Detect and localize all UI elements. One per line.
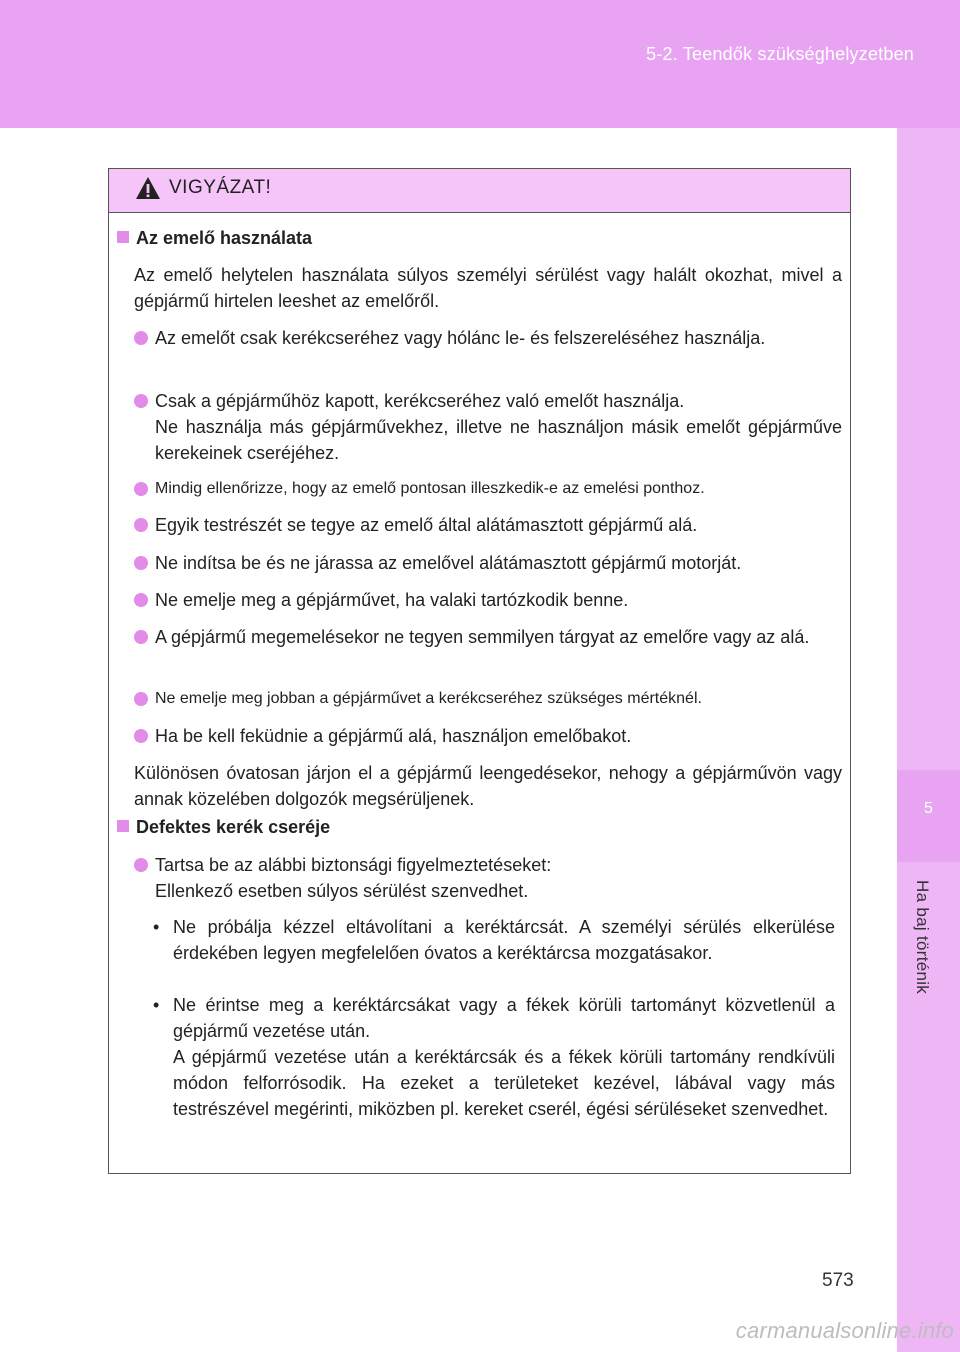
warning-header	[109, 169, 850, 213]
list-item: Az emelőt csak kerékcseréhez vagy hólánc le- és felszereléséhez használja.	[134, 325, 842, 351]
list-item: Csak a gépjárműhöz kapott, kerékcseréhez való emelőt használja.	[134, 388, 842, 414]
list-item: Tartsa be az alábbi biztonsági figyelmeztetéseket:	[134, 852, 842, 878]
section-heading: Defektes kerék cseréje	[117, 817, 330, 838]
warning-title: VIGYÁZAT!	[169, 177, 272, 198]
list-item-continuation: Ellenkező esetben súlyos sérülést szenvedhet.	[155, 881, 529, 901]
bullet-icon	[134, 593, 148, 607]
list-item: A gépjármű megemelésekor ne tegyen semmilyen tárgyat az emelőre vagy az alá.	[134, 624, 842, 650]
bullet-icon	[134, 518, 148, 532]
list-item: Ne indítsa be és ne járassa az emelővel alátámasztott gépjármű motorját.	[134, 550, 842, 576]
list-item: Ha be kell feküdnie a gépjármű alá, használjon emelőbakot.	[134, 723, 842, 749]
square-bullet-icon	[117, 820, 129, 832]
chapter-number: 5	[924, 800, 933, 817]
list-item: Mindig ellenőrizze, hogy az emelő pontosan illeszkedik-e az emelési ponthoz.	[134, 476, 842, 502]
section-title: 5-2. Teendők szükséghelyzetben	[646, 44, 914, 64]
sub-list-item: • Ne próbálja kézzel eltávolítani a keréktárcsát. A személyi sérülés elkerülése érdekében legyen megfelelően óvatos a keréktárcsa mozgatásakor.	[153, 917, 835, 963]
bullet-icon	[134, 630, 148, 644]
paragraph: Az emelő helytelen használata súlyos személyi sérülést vagy halált okozhat, mivel a gépjármű hirtelen leeshet az emelőről.	[134, 265, 842, 311]
bullet-icon	[134, 556, 148, 570]
bullet-icon	[134, 482, 148, 496]
sub-list-item-continuation: A gépjármű vezetése után a keréktárcsák és a fékek körüli tartomány rendkívüli módon felforrósodik. Ha ezeket a területeket kezével, lábával vagy más testrészével megérinti, miközben pl. kereket cserél, égési sérüléseket szenvedhet.	[173, 1047, 835, 1119]
section-heading: Az emelő használata	[117, 228, 312, 249]
list-item: Ne emelje meg a gépjárművet, ha valaki tartózkodik benne.	[134, 587, 842, 613]
bullet-icon	[134, 394, 148, 408]
square-bullet-icon	[117, 231, 129, 243]
bullet-icon	[134, 858, 148, 872]
chapter-label: Ha baj történik	[913, 880, 932, 995]
bullet-icon	[134, 692, 148, 706]
watermark: carmanualsonline.info	[735, 1318, 954, 1343]
paragraph: Különösen óvatosan járjon el a gépjármű leengedésekor, nehogy a gépjárművön vagy annak közelében dolgozók megsérüljenek.	[134, 763, 842, 809]
side-strip	[897, 128, 960, 1352]
list-item: Ne emelje meg jobban a gépjárművet a kerékcseréhez szükséges mértéknél.	[134, 686, 842, 712]
list-item-continuation: Ne használja más gépjárművekhez, illetve ne használjon másik emelőt gépjárműve kerekeinek cseréjéhez.	[155, 417, 842, 463]
warning-triangle-icon	[135, 176, 161, 200]
bullet-icon	[134, 331, 148, 345]
page-number: 573	[822, 1270, 854, 1291]
sub-list-item: • Ne érintse meg a keréktárcsákat vagy a fékek körüli tartományt közvetlenül a gépjármű vezetése után.	[153, 995, 835, 1041]
warning-box	[108, 168, 851, 1174]
list-item: Egyik testrészét se tegye az emelő által alátámasztott gépjármű alá.	[134, 512, 842, 538]
bullet-icon	[134, 729, 148, 743]
